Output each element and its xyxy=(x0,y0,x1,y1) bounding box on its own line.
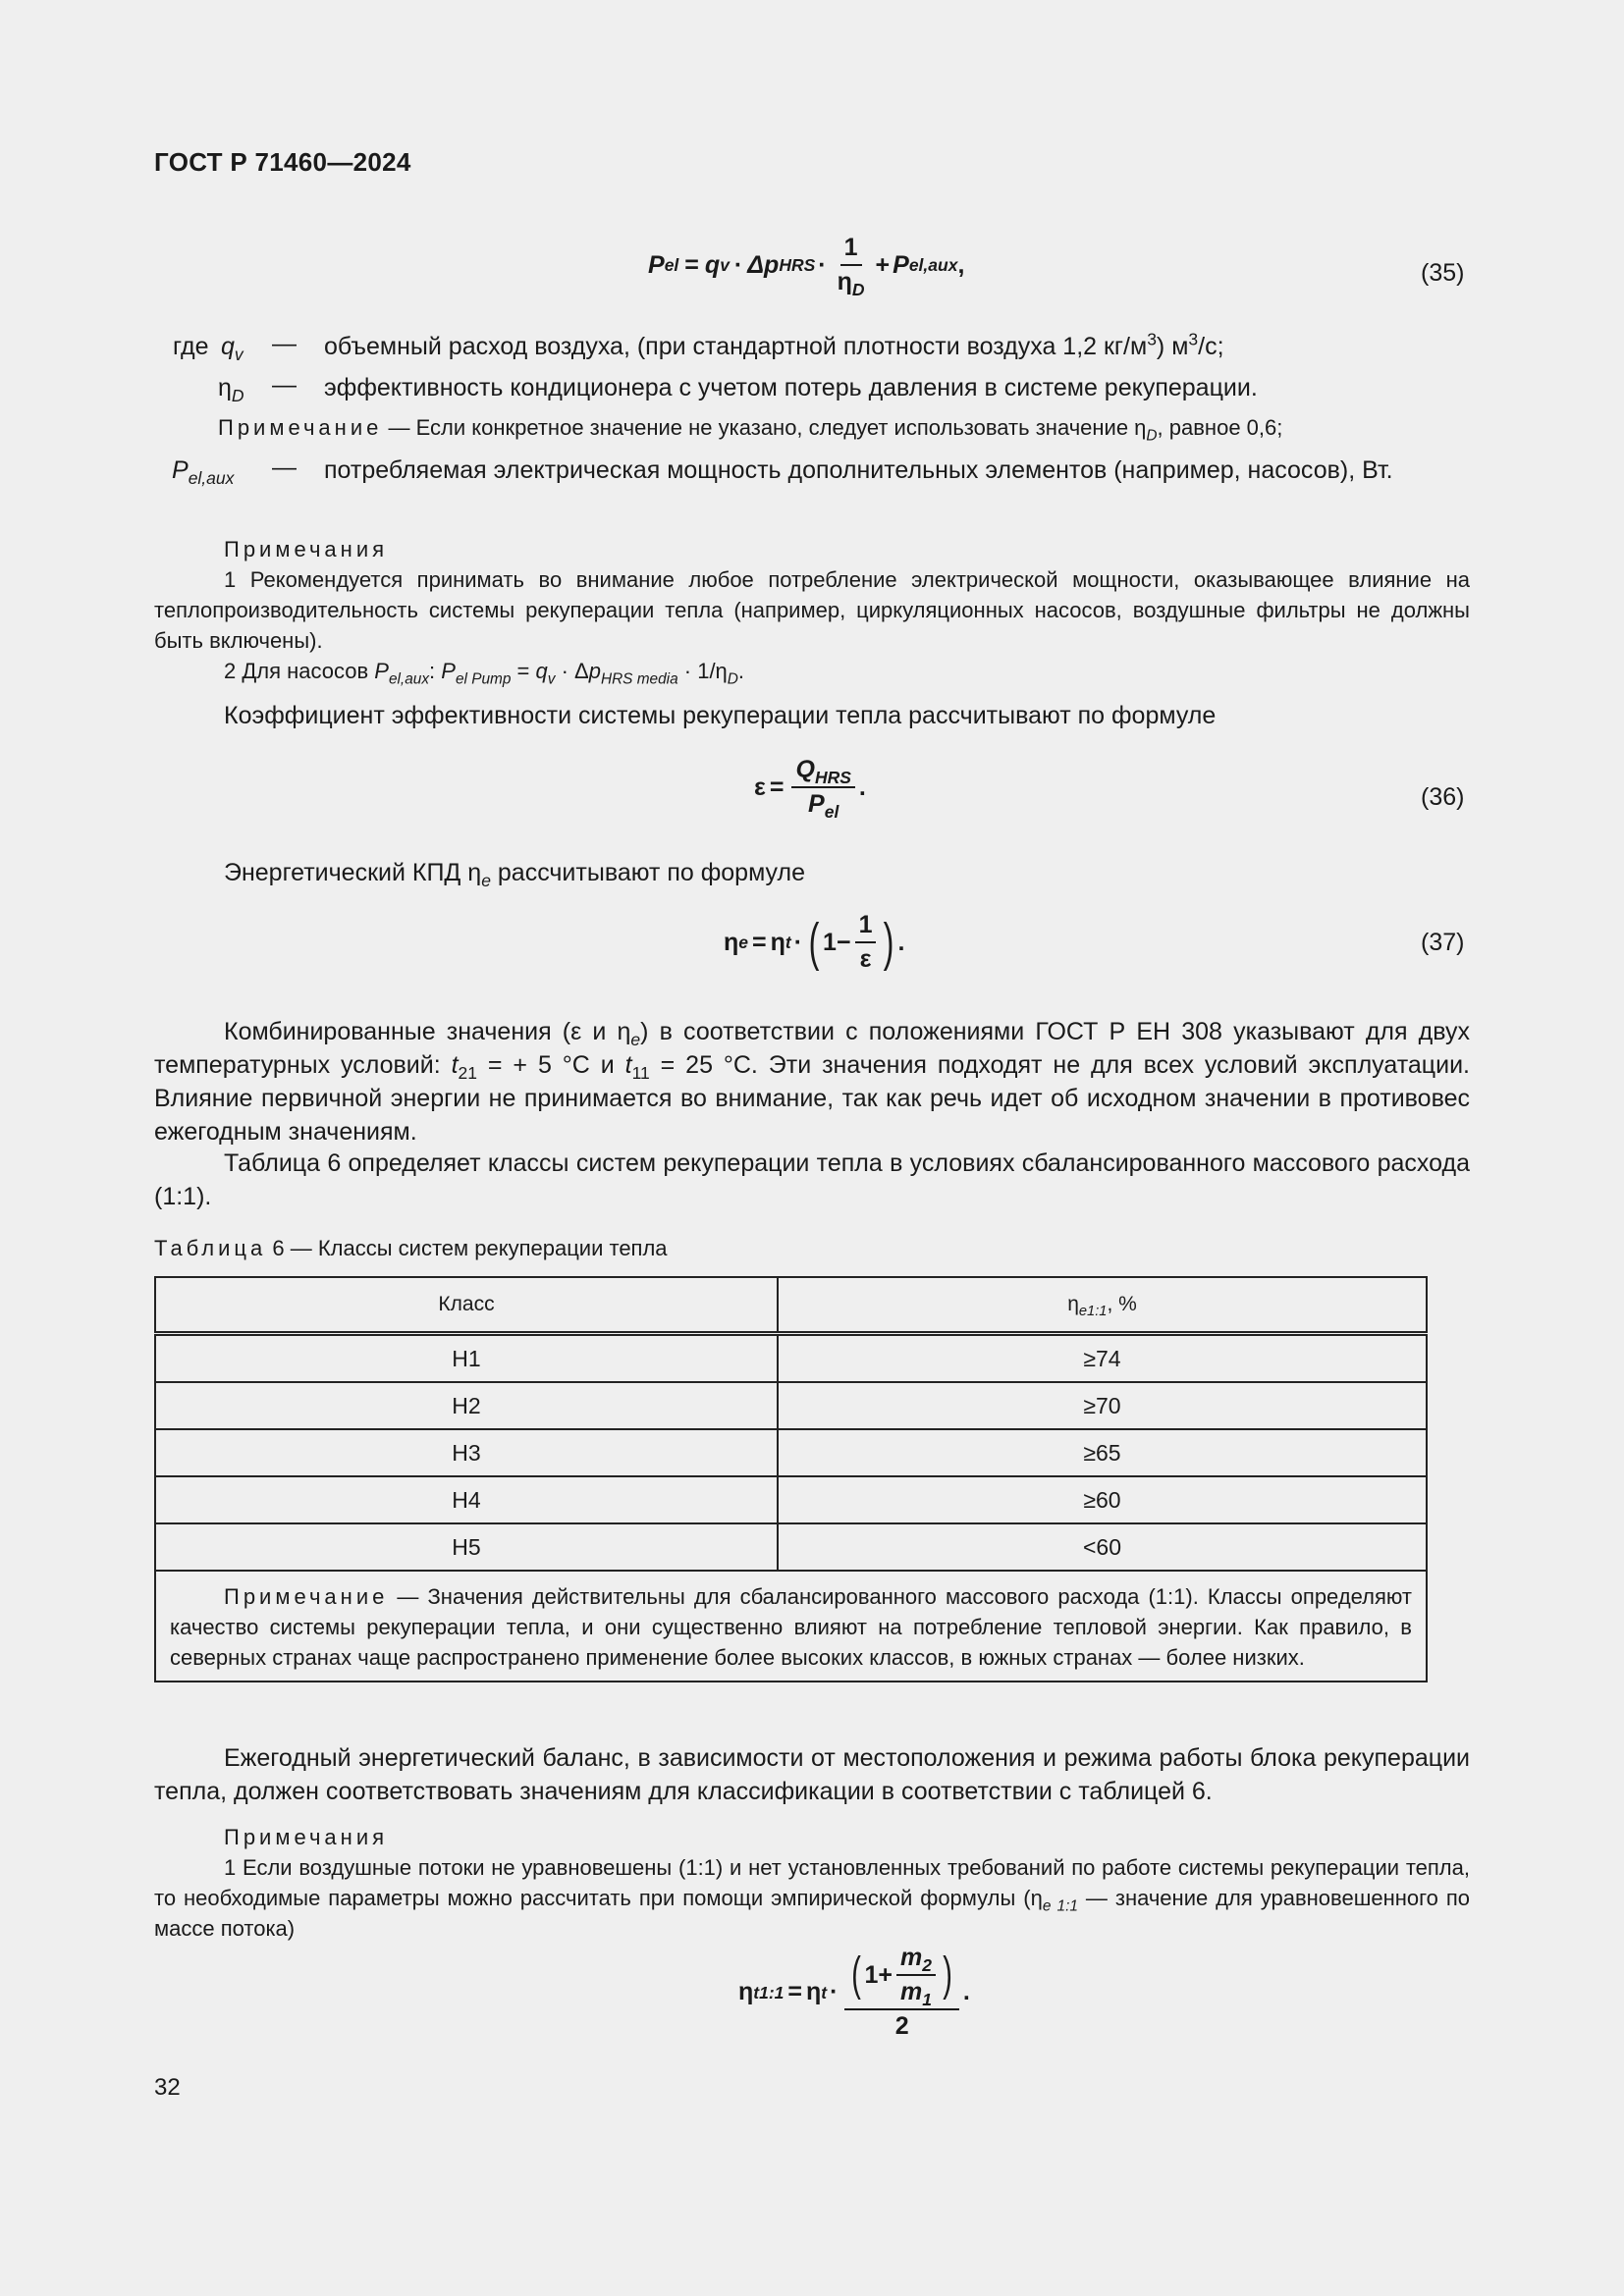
paragraph-table6: Таблица 6 определяет классы систем рекуперации тепла в условиях сбалансированного массового расхода (1:1). xyxy=(154,1149,1470,1210)
equation-number-36: (36) xyxy=(1421,783,1465,811)
def-note: Примечание — Если конкретное значение не указано, следует использовать значение $\eta_D$, равное 0,6; xyxy=(218,415,1283,445)
formula-35: P el = q v · Δp HRS · $\frac{1}{\eta_D}$ + P el,aux , xyxy=(648,234,965,299)
formula-37: η e = η t · ( 1− $\frac{1}{\varepsilon}$ ) . xyxy=(724,911,905,973)
table-note-row xyxy=(155,1571,1427,1682)
note-1: 1 Рекомендуется принимать во внимание любое потребление электрической мощности, оказывающее влияние на теплопроизводительность системы рекуперации тепла (например, циркуляционных насосов, воздушные фильтры не должны быть включены). xyxy=(154,567,1470,653)
equation-number-37: (37) xyxy=(1421,929,1465,956)
text-coef: Коэффициент эффективности системы рекуперации тепла рассчитывают по формуле xyxy=(224,702,1217,729)
table-cell-value: ≥74 xyxy=(778,1334,1427,1383)
page-number: 32 xyxy=(154,2074,181,2101)
table-cell-value: <60 xyxy=(778,1523,1427,1571)
where-label: где xyxy=(173,333,209,360)
def-symbol-qv: $q_v$ xyxy=(221,333,244,364)
table-header-class: Класс xyxy=(155,1277,778,1334)
def-text-qv: объемный расход воздуха, (при стандартной плотности воздуха 1,2 $кг/м^3$) $м^3/с$; xyxy=(324,329,1224,360)
paragraph-annual: Ежегодный энергетический баланс, в зависимости от местоположения и режима работы блока рекуперации тепла, должен соответствовать значениям для классификации в соответствии с таблицей 6. xyxy=(154,1744,1470,1805)
table-header-row xyxy=(155,1277,1427,1334)
def-dash: — xyxy=(272,330,297,357)
table-header-eta: $\eta_{e1:1}$, % xyxy=(778,1277,1427,1334)
note-2: 2 Для насосов $P_{el,aux}$: $P_{el Pump} = q_v \cdot \Delta p_{HRS media} \cdot 1/\eta_D$. xyxy=(224,659,745,688)
table-cell-value: ≥70 xyxy=(778,1382,1427,1429)
table-cell-class: H2 xyxy=(155,1382,778,1429)
notes2-label: Примечания xyxy=(224,1825,389,1849)
document-header: ГОСТ Р 71460—2024 xyxy=(154,147,411,177)
paragraph-combined: Комбинированные значения (ε и $\eta_e$) в соответствии с положениями ГОСТ Р ЕН 308 указывают для двух температурных условий: $t_{21}$ = + 5 °С и $t_{11} = 25$ °С. Эти значения подходят не для всех условий эксплуатации. Влияние первичной энергии не принимается во внимание, так как речь идет об исходном значении в противовес ежегодным значениям. xyxy=(154,1018,1471,1146)
table-6 xyxy=(154,1276,1428,1682)
table-cell-value: ≥60 xyxy=(778,1476,1427,1523)
notes2-item-1: 1 Если воздушные потоки не уравновешены (1:1) и нет установленных требований по работе системы рекуперации тепла, то необходимые параметры можно рассчитать при помощи эмпирической формулы ($\eta_{e 1:1}$ — значение для уравновешенного по массе потока) xyxy=(154,1855,1470,1941)
notes-label: Примечания xyxy=(224,537,389,561)
equation-number-35: (35) xyxy=(1421,259,1465,287)
table-cell-class: H5 xyxy=(155,1523,778,1571)
table-row xyxy=(155,1429,1427,1476)
table-row xyxy=(155,1523,1427,1571)
table-row xyxy=(155,1476,1427,1523)
text-kpd: Энергетический КПД $\eta_e$ рассчитывают по формуле xyxy=(224,859,805,890)
def-symbol-pelaux: $P_{el,aux}$ xyxy=(172,456,235,488)
table-cell-class: H4 xyxy=(155,1476,778,1523)
def-dash: — xyxy=(272,454,297,481)
formula-36: ε = $\frac{Q_{HRS}}{P_{el}}$ . xyxy=(754,756,866,822)
table-caption: Таблица 6 — Классы систем рекуперации тепла xyxy=(154,1236,668,1260)
table-note: Примечание — Значения действительны для сбалансированного массового расхода (1:1). Классы определяют качество системы рекуперации тепла, и они существенно влияют на потребление тепловой энергии. Как правило, в северных странах чаще распространено применение более высоких классов, в южных странах — более низких. xyxy=(155,1571,1427,1682)
table-row xyxy=(155,1334,1427,1383)
table-row xyxy=(155,1382,1427,1429)
def-dash: — xyxy=(272,371,297,399)
table-cell-class: H3 xyxy=(155,1429,778,1476)
formula-eta-t11: η t1:1 = η t · ( 1+ $\frac{m_2}{m_1}$ ) 2 . xyxy=(738,1944,970,2040)
table-cell-value: ≥65 xyxy=(778,1429,1427,1476)
def-text-etaD: эффективность кондиционера с учетом потерь давления в системе рекуперации. xyxy=(324,374,1258,401)
def-symbol-etaD: $\eta_D$ xyxy=(218,374,244,405)
def-text-pelaux: потребляемая электрическая мощность дополнительных элементов (например, насосов), Вт. xyxy=(324,456,1393,484)
table-cell-class: H1 xyxy=(155,1334,778,1383)
